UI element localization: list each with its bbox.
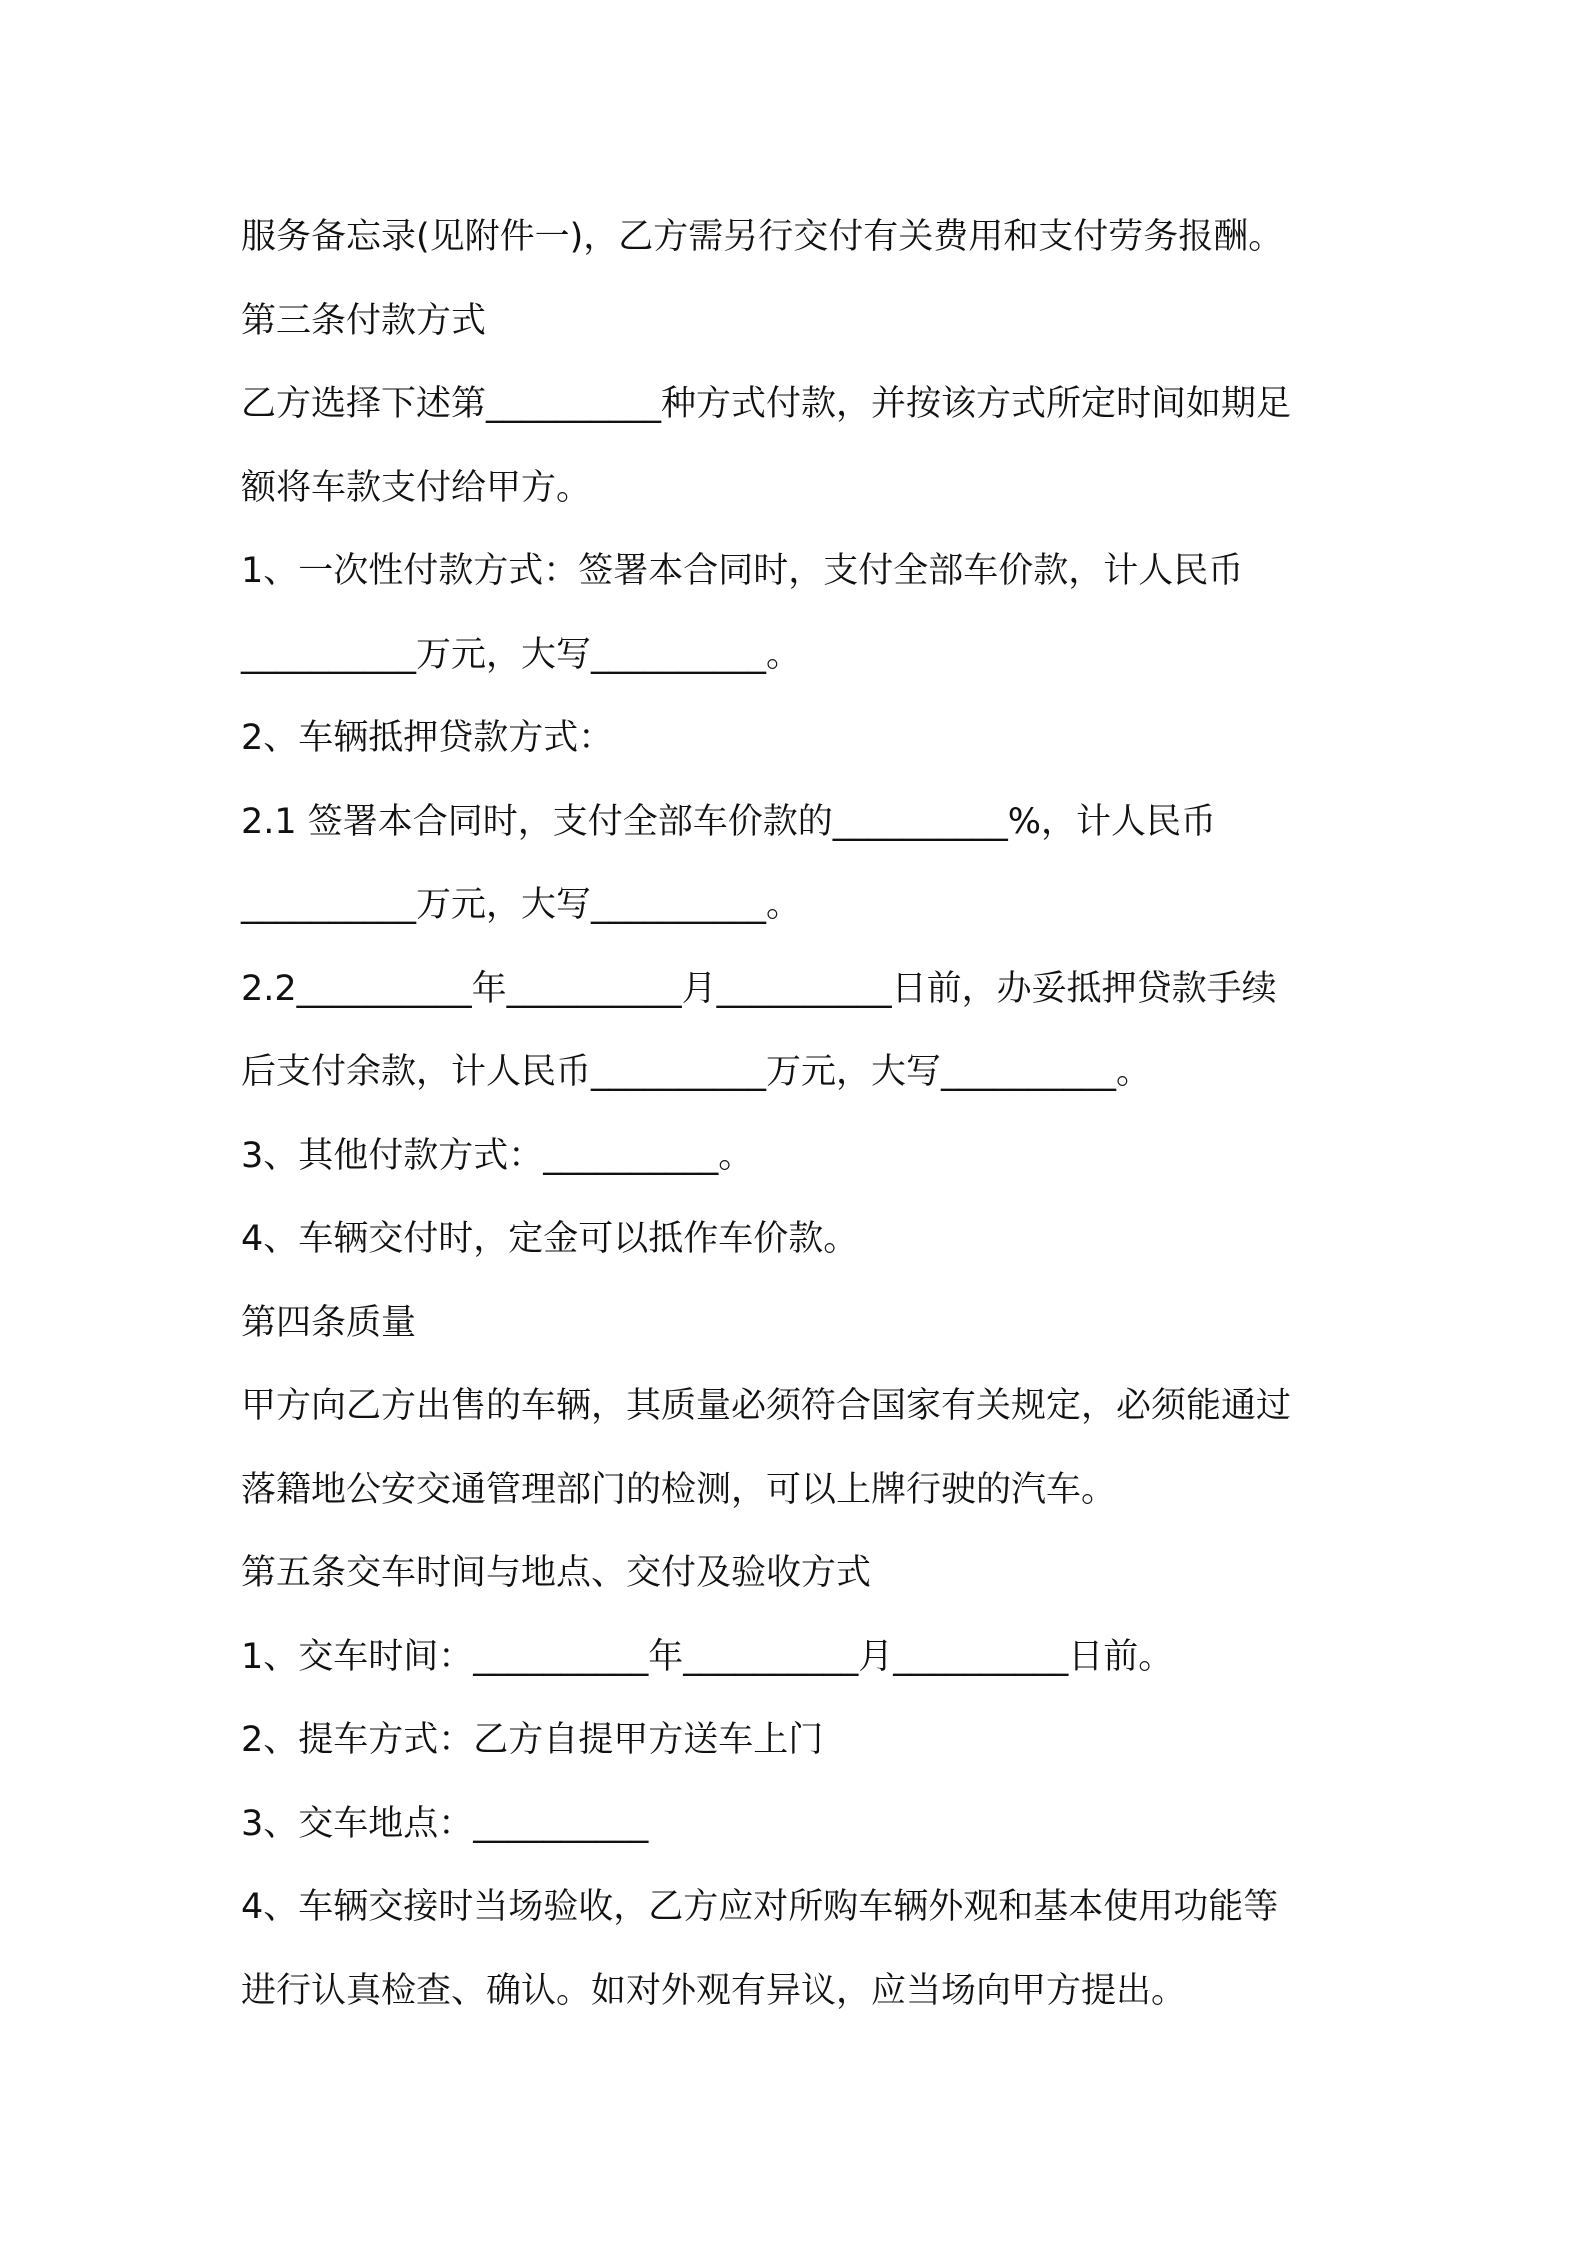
section-heading-quality: 第四条质量 xyxy=(241,1302,417,1343)
text-line: 4、车辆交接时当场验收，乙方应对所购车辆外观和基本使用功能等 xyxy=(241,1887,1279,1927)
text-line: 落籍地公安交通管理部门的检测，可以上牌行驶的汽车。 xyxy=(241,1469,1117,1510)
text-line: 3、其他付款方式：__________。 xyxy=(241,1135,754,1176)
section-heading-payment: 第三条付款方式 xyxy=(241,300,487,341)
text-line: 1、交车时间：__________年__________月__________日前。 xyxy=(241,1636,1174,1677)
text-line: 1、一次性付款方式：签署本合同时，支付全部车价款，计人民币 xyxy=(241,551,1244,591)
text-line: 4、车辆交付时，定金可以抵作车价款。 xyxy=(241,1219,859,1259)
text-line: 2.1 签署本合同时，支付全部车价款的__________%，计人民币 xyxy=(241,801,1217,842)
document-body xyxy=(241,196,1361,2033)
text-line: 2、提车方式：乙方自提甲方送车上门 xyxy=(241,1720,824,1760)
text-line: 后支付余款，计人民币__________万元，大写__________。 xyxy=(241,1052,1152,1092)
text-line: 甲方向乙方出售的车辆，其质量必须符合国家有关规定，必须能通过 xyxy=(241,1386,1292,1426)
text-line: 2.2__________年__________月__________日前，办妥抵押贷款手续 xyxy=(241,968,1277,1009)
section-heading-delivery: 第五条交车时间与地点、交付及验收方式 xyxy=(241,1553,872,1593)
text-line: __________万元，大写__________。 xyxy=(241,634,802,675)
text-line: __________万元，大写__________。 xyxy=(241,885,802,925)
text-line: 3、交车地点：__________ xyxy=(241,1803,649,1844)
text-line: 乙方选择下述第__________种方式付款，并按该方式所定时间如期足 xyxy=(241,384,1292,424)
text-line: 服务备忘录(见附件一)，乙方需另行交付有关费用和支付劳务报酬。 xyxy=(241,217,1284,257)
text-line: 2、车辆抵押贷款方式： xyxy=(241,718,614,758)
text-line: 额将车款支付给甲方。 xyxy=(241,467,592,508)
text-line: 进行认真检查、确认。如对外观有异议，应当场向甲方提出。 xyxy=(241,1970,1187,2011)
